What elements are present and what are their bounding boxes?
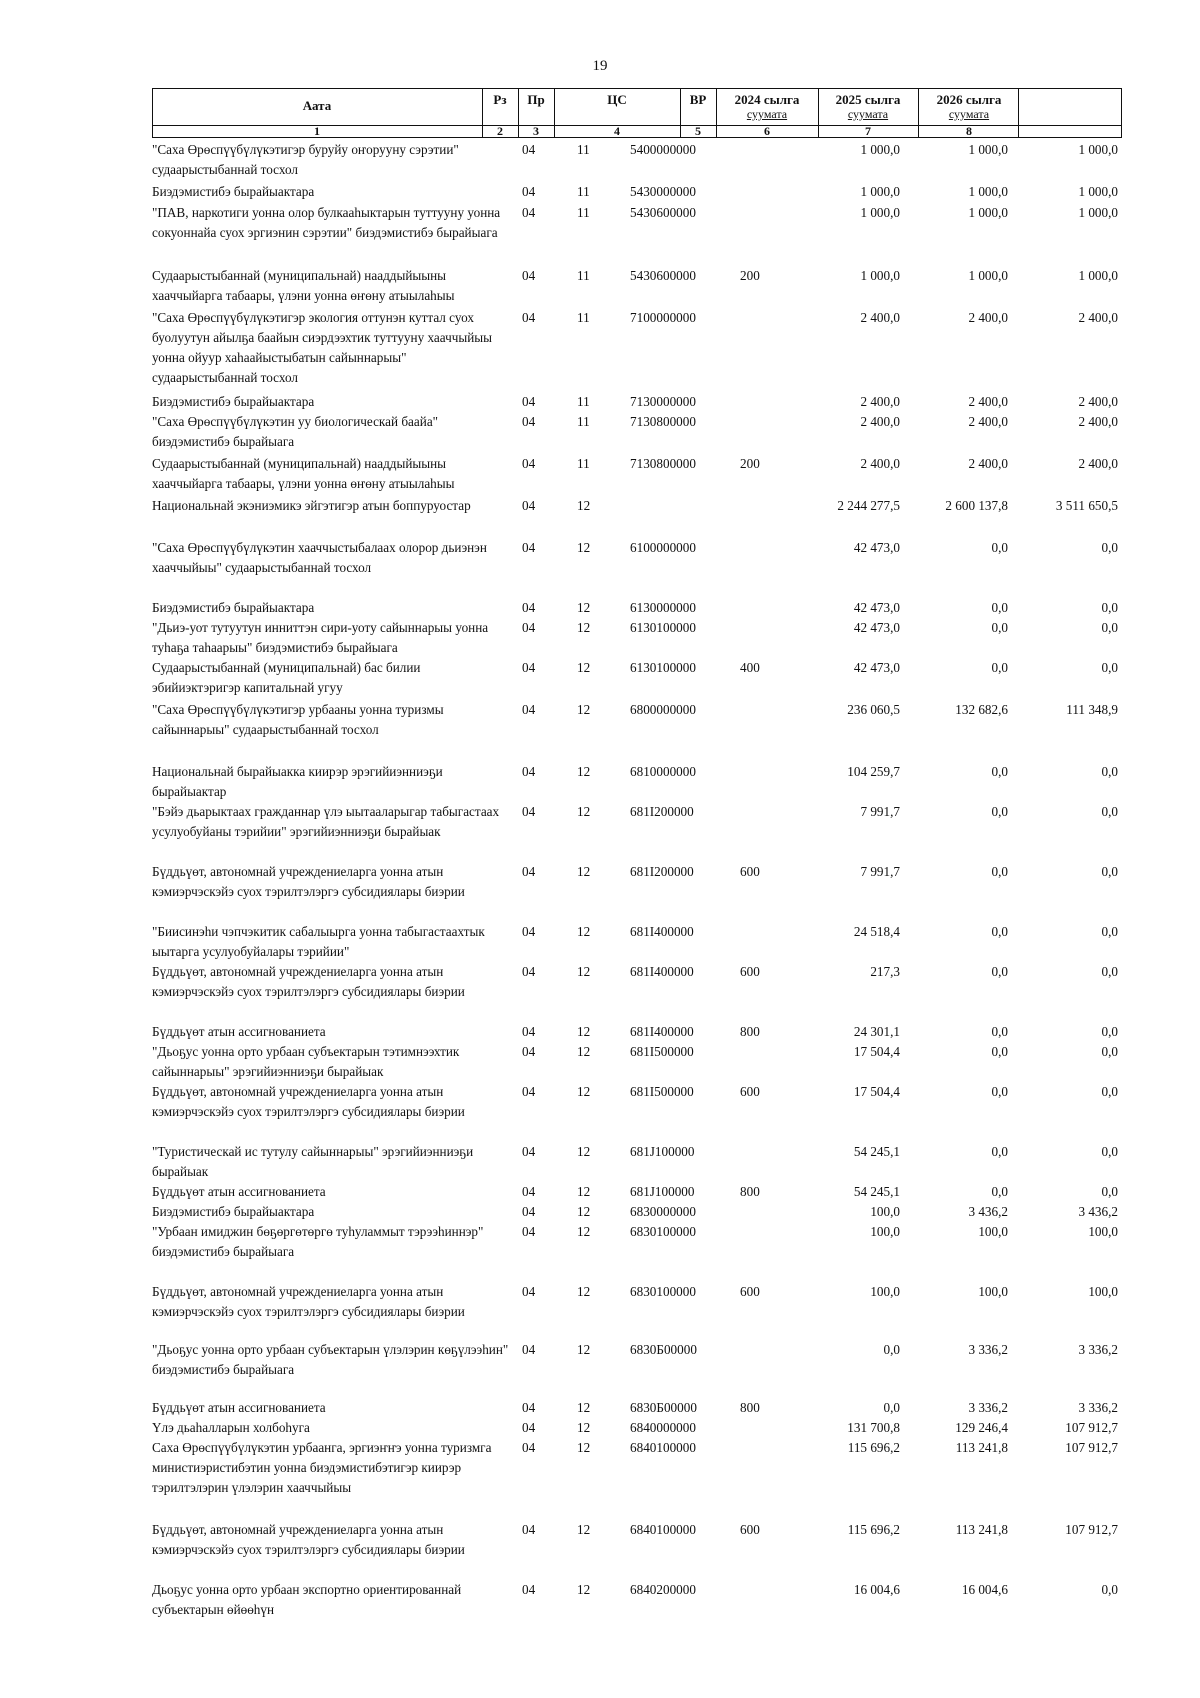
row-cs: 6830Б00000 — [630, 1342, 697, 1357]
row-vr: 800 — [740, 1400, 760, 1415]
row-2026: 3 511 650,5 — [1055, 498, 1118, 513]
row-rz: 04 — [522, 1084, 536, 1099]
row-rz: 04 — [522, 1440, 536, 1455]
row-name: "Дьоҕус уонна орто урбаан субъектарын тэтимнээхтик сайыннарыы" эрэгийиэнниэҕи бырайыак — [152, 1044, 460, 1079]
row-pr: 12 — [577, 1420, 591, 1435]
row-vr: 200 — [740, 268, 760, 283]
row-name: Биэдэмистибэ бырайыактара — [152, 394, 315, 409]
row-2025: 0,0 — [991, 540, 1008, 555]
row-2026: 2 400,0 — [1078, 414, 1118, 429]
header-2026-title: 2026 сылга — [936, 92, 1002, 107]
row-name: Бүддьүөт атын ассигнованиета — [152, 1184, 326, 1199]
row-2025: 16 004,6 — [961, 1582, 1008, 1597]
header-rz: Рз — [493, 92, 507, 107]
row-rz: 04 — [522, 702, 536, 717]
row-name: "Саха Өрөспүүбүлүкэтигэр буруйу оҥорууну сэрэтии" судаарыстыбаннай тосхол — [152, 142, 459, 177]
header-2025-sub: суумата — [847, 107, 889, 121]
table-header — [152, 88, 1122, 138]
row-rz: 04 — [522, 540, 536, 555]
row-rz: 04 — [522, 184, 536, 199]
row-pr: 12 — [577, 1024, 591, 1039]
row-name: "Бэйэ дьарыктаах гражданнар үлэ ыытааларыгар табыгастаах усулуобуйаны тэрийии" эрэгийиэнниэҕи бырайыак — [152, 804, 500, 839]
row-pr: 11 — [577, 205, 590, 220]
row-cs: 681I200000 — [630, 804, 694, 819]
row-name: Бүддьүөт, автономнай учреждениеларга уонна атын кэмиэрчэскэйэ суох тэрилтэлэргэ субсидиялары биэрии — [152, 964, 465, 999]
row-2025: 1 000,0 — [968, 184, 1008, 199]
row-pr: 12 — [577, 702, 591, 717]
row-name: Судаарыстыбаннай (муниципальнай) нааддыйыыны хааччыйарга табаары, үлэни уонна өҥөну атыылаһыы — [152, 456, 455, 491]
row-pr: 12 — [577, 1184, 591, 1199]
row-name: Биэдэмистибэ бырайыактара — [152, 600, 315, 615]
row-name: "Саха Өрөспүүбүлүкэтин уу биологическай баайа" биэдэмистибэ бырайыага — [152, 414, 439, 449]
row-2024: 1 000,0 — [860, 184, 900, 199]
row-name: Бүддьүөт атын ассигнованиета — [152, 1024, 326, 1039]
row-cs: 6800000000 — [630, 702, 696, 717]
row-cs: 6100000000 — [630, 540, 696, 555]
row-2026: 107 912,7 — [1065, 1522, 1118, 1537]
header-2026 — [918, 92, 1020, 122]
row-name: "Урбаан имиджин бөҕөргөтөргө туһуламмыт тэрээһиннэр" биэдэмистибэ бырайыага — [152, 1224, 484, 1259]
row-2026: 0,0 — [1101, 620, 1118, 635]
row-2024: 115 696,2 — [847, 1440, 900, 1455]
row-rz: 04 — [522, 1024, 536, 1039]
col-num-3: 3 — [533, 124, 539, 138]
row-rz: 04 — [522, 1044, 536, 1059]
row-rz: 04 — [522, 310, 536, 325]
row-rz: 04 — [522, 414, 536, 429]
row-2024: 104 259,7 — [847, 764, 900, 779]
row-2024: 100,0 — [870, 1204, 900, 1219]
row-cs: 6840000000 — [630, 1420, 696, 1435]
header-2026-sub: суумата — [948, 107, 990, 121]
col-num-5: 5 — [695, 124, 701, 138]
row-pr: 12 — [577, 1044, 591, 1059]
row-rz: 04 — [522, 205, 536, 220]
row-cs: 6830100000 — [630, 1224, 696, 1239]
row-cs: 681I500000 — [630, 1044, 694, 1059]
row-rz: 04 — [522, 864, 536, 879]
row-cs: 6130000000 — [630, 600, 696, 615]
row-name: "Дьиэ-уот тутуутун инниттэн сири-уоту сайыннарыы уонна туһаҕа таһаарыы" биэдэмистибэ бырайыага — [152, 620, 489, 655]
row-2024: 100,0 — [870, 1284, 900, 1299]
row-2025: 0,0 — [991, 864, 1008, 879]
row-pr: 12 — [577, 498, 591, 513]
row-2024: 42 473,0 — [853, 600, 900, 615]
row-2025: 1 000,0 — [968, 268, 1008, 283]
row-2026: 0,0 — [1101, 764, 1118, 779]
row-2024: 42 473,0 — [853, 660, 900, 675]
row-rz: 04 — [522, 1144, 536, 1159]
row-2024: 2 244 277,5 — [837, 498, 900, 513]
row-2025: 0,0 — [991, 620, 1008, 635]
row-pr: 12 — [577, 1204, 591, 1219]
row-pr: 11 — [577, 456, 590, 471]
row-2025: 0,0 — [991, 764, 1008, 779]
row-2024: 0,0 — [883, 1400, 900, 1415]
row-name: Бүддьүөт, автономнай учреждениеларга уонна атын кэмиэрчэскэйэ суох тэрилтэлэргэ субсидиялары биэрии — [152, 1084, 465, 1119]
row-2024: 2 400,0 — [860, 394, 900, 409]
row-name: Бүддьүөт атын ассигнованиета — [152, 1400, 326, 1415]
row-2025: 0,0 — [991, 660, 1008, 675]
row-name: Биэдэмистибэ бырайыактара — [152, 184, 315, 199]
header-name: Аата — [302, 98, 332, 113]
row-cs: 5430000000 — [630, 184, 696, 199]
row-cs: 681I400000 — [630, 1024, 694, 1039]
row-name: Судаарыстыбаннай (муниципальнай) нааддыйыыны хааччыйарга табаары, үлэни уонна өҥөну атыылаһыы — [152, 268, 455, 303]
row-rz: 04 — [522, 1224, 536, 1239]
header-2024-sub: суумата — [746, 107, 788, 121]
row-2025: 0,0 — [991, 1184, 1008, 1199]
row-rz: 04 — [522, 660, 536, 675]
row-vr: 800 — [740, 1024, 760, 1039]
header-cs: ЦС — [607, 92, 627, 107]
row-rz: 04 — [522, 1420, 536, 1435]
row-cs: 6840100000 — [630, 1440, 696, 1455]
row-rz: 04 — [522, 1582, 536, 1597]
row-cs: 6830100000 — [630, 1284, 696, 1299]
row-2024: 100,0 — [870, 1224, 900, 1239]
header-2024-title: 2024 сылга — [734, 92, 800, 107]
row-cs: 7130800000 — [630, 414, 696, 429]
row-2026: 0,0 — [1101, 964, 1118, 979]
row-cs: 681J100000 — [630, 1144, 695, 1159]
row-name: Дьоҕус уонна орто урбаан экспортно ориентированнай субъектарын өйөөһүн — [152, 1582, 462, 1617]
row-pr: 12 — [577, 600, 591, 615]
header-2025-title: 2025 сылга — [835, 92, 901, 107]
header-pr: Пр — [527, 92, 545, 107]
row-cs: 681I500000 — [630, 1084, 694, 1099]
row-2025: 132 682,6 — [955, 702, 1008, 717]
row-cs: 6840100000 — [630, 1522, 696, 1537]
row-2024: 1 000,0 — [860, 142, 900, 157]
row-2025: 2 400,0 — [968, 456, 1008, 471]
row-2026: 0,0 — [1101, 804, 1118, 819]
row-pr: 12 — [577, 924, 591, 939]
col-num-8: 8 — [966, 124, 972, 138]
col-num-7: 7 — [865, 124, 871, 138]
row-cs: 681I200000 — [630, 864, 694, 879]
row-pr: 12 — [577, 804, 591, 819]
row-name: Судаарыстыбаннай (муниципальнай) бас билии эбийиэктэригэр капитальнай угуу — [152, 660, 421, 695]
row-2024: 7 991,7 — [860, 804, 900, 819]
row-2025: 0,0 — [991, 1144, 1008, 1159]
row-2024: 24 301,1 — [853, 1024, 900, 1039]
row-pr: 12 — [577, 660, 591, 675]
row-rz: 04 — [522, 764, 536, 779]
row-2025: 2 400,0 — [968, 394, 1008, 409]
row-2026: 111 348,9 — [1066, 702, 1118, 717]
row-2026: 0,0 — [1101, 1044, 1118, 1059]
row-pr: 12 — [577, 964, 591, 979]
row-2025: 0,0 — [991, 1024, 1008, 1039]
row-name: "Туристическай ис тутулу сайыннарыы" эрэгийиэнниэҕи бырайыак — [152, 1144, 474, 1179]
row-2025: 0,0 — [991, 804, 1008, 819]
row-2024: 17 504,4 — [853, 1044, 900, 1059]
row-2026: 0,0 — [1101, 540, 1118, 555]
row-2024: 217,3 — [870, 964, 900, 979]
row-pr: 11 — [577, 142, 590, 157]
row-2024: 42 473,0 — [853, 620, 900, 635]
row-name: "Саха Өрөспүүбүлүкэтигэр экология оттунэн куттал суох буолуутун айылҕа баайын сиэрдээхтик туттууну хааччыйыы уонна ойуур хаһаайыстыбатын сайыннарыы" судаарыстыбаннай тосхол — [152, 310, 492, 385]
row-2026: 2 400,0 — [1078, 394, 1118, 409]
row-2025: 0,0 — [991, 924, 1008, 939]
row-rz: 04 — [522, 804, 536, 819]
row-pr: 12 — [577, 540, 591, 555]
row-rz: 04 — [522, 1184, 536, 1199]
row-cs: 5430600000 — [630, 268, 696, 283]
row-2026: 1 000,0 — [1078, 205, 1118, 220]
row-2026: 1 000,0 — [1078, 142, 1118, 157]
page-number: 19 — [592, 58, 608, 74]
row-2026: 3 436,2 — [1078, 1204, 1118, 1219]
row-2025: 113 241,8 — [955, 1440, 1008, 1455]
row-2025: 3 436,2 — [968, 1204, 1008, 1219]
row-name: "Саха Өрөспүүбүлүкэтин хааччыстыбалаах олорор дьиэнэн хааччыйыы" судаарыстыбаннай тосхол — [152, 540, 487, 575]
row-2024: 54 245,1 — [853, 1144, 900, 1159]
row-2024: 17 504,4 — [853, 1084, 900, 1099]
row-pr: 12 — [577, 1522, 591, 1537]
row-cs: 6130100000 — [630, 620, 696, 635]
row-2025: 0,0 — [991, 600, 1008, 615]
row-rz: 04 — [522, 924, 536, 939]
row-name: Национальнай экэниэмикэ эйгэтигэр атын боппуруостар — [152, 498, 471, 513]
row-cs: 7130800000 — [630, 456, 696, 471]
row-2025: 113 241,8 — [955, 1522, 1008, 1537]
row-rz: 04 — [522, 142, 536, 157]
row-name: Национальнай бырайыакка киирэр эрэгийиэнниэҕи бырайыактар — [152, 764, 443, 799]
row-2024: 2 400,0 — [860, 310, 900, 325]
row-rz: 04 — [522, 268, 536, 283]
row-name: Саха Өрөспүүбүлүкэтин урбаанга, эргиэҥҥэ уонна туризмга министиэристибэтин уонна биэдэмистибэтигэр киирэр тэрилтэлэрин үлэлэрин хааччыйыы — [152, 1440, 492, 1495]
header-2025 — [818, 92, 918, 122]
row-2026: 3 336,2 — [1078, 1342, 1118, 1357]
row-2025: 100,0 — [978, 1224, 1008, 1239]
row-pr: 12 — [577, 1440, 591, 1455]
col-num-4: 4 — [614, 124, 620, 138]
budget-table — [152, 88, 1122, 1617]
row-cs: 5430600000 — [630, 205, 696, 220]
row-2025: 1 000,0 — [968, 142, 1008, 157]
row-name: "Саха Өрөспүүбүлүкэтигэр урбааны уонна туризмы сайыннарыы" судаарыстыбаннай тосхол — [152, 702, 444, 737]
row-pr: 11 — [577, 310, 590, 325]
row-pr: 12 — [577, 1400, 591, 1415]
row-cs: 6830Б00000 — [630, 1400, 697, 1415]
row-2026: 0,0 — [1101, 660, 1118, 675]
row-pr: 12 — [577, 1144, 591, 1159]
row-2024: 1 000,0 — [860, 268, 900, 283]
row-pr: 12 — [577, 1084, 591, 1099]
row-vr: 600 — [740, 1084, 760, 1099]
row-name: Бүддьүөт, автономнай учреждениеларга уонна атын кэмиэрчэскэйэ суох тэрилтэлэргэ субсидиялары биэрии — [152, 864, 465, 899]
col-num-2: 2 — [497, 124, 503, 138]
row-2026: 0,0 — [1101, 1144, 1118, 1159]
row-rz: 04 — [522, 456, 536, 471]
row-2026: 107 912,7 — [1065, 1420, 1118, 1435]
row-2026: 0,0 — [1101, 1184, 1118, 1199]
row-2024: 2 400,0 — [860, 456, 900, 471]
row-2024: 131 700,8 — [847, 1420, 900, 1435]
row-pr: 12 — [577, 620, 591, 635]
row-2024: 42 473,0 — [853, 540, 900, 555]
row-2025: 2 600 137,8 — [945, 498, 1008, 513]
row-2026: 0,0 — [1101, 1582, 1118, 1597]
row-rz: 04 — [522, 1204, 536, 1219]
row-2026: 1 000,0 — [1078, 184, 1118, 199]
row-2026: 0,0 — [1101, 864, 1118, 879]
header-2024 — [716, 92, 818, 122]
row-pr: 12 — [577, 1284, 591, 1299]
row-2026: 1 000,0 — [1078, 268, 1118, 283]
row-pr: 11 — [577, 184, 590, 199]
row-2024: 7 991,7 — [860, 864, 900, 879]
row-2026: 100,0 — [1088, 1224, 1118, 1239]
row-name: "ПАВ, наркотиги уонна олор булкааһыктарын туттууну уонна сокуоннайа суох эргиэнин сэрэтии" биэдэмистибэ бырайыага — [152, 205, 501, 240]
row-cs: 7130000000 — [630, 394, 696, 409]
row-2026: 2 400,0 — [1078, 310, 1118, 325]
row-2024: 24 518,4 — [853, 924, 900, 939]
row-2025: 0,0 — [991, 1084, 1008, 1099]
row-cs: 6810000000 — [630, 764, 696, 779]
row-name: "Биисинэһи чэпчэкитик сабалыырга уонна табыгастаахтык ыытарга усулуобуйалары тэрийии" — [152, 924, 485, 959]
row-cs: 681I400000 — [630, 924, 694, 939]
row-rz: 04 — [522, 1400, 536, 1415]
row-rz: 04 — [522, 964, 536, 979]
row-pr: 12 — [577, 764, 591, 779]
row-vr: 600 — [740, 1284, 760, 1299]
row-vr: 200 — [740, 456, 760, 471]
row-name: Бүддьүөт, автономнай учреждениеларга уонна атын кэмиэрчэскэйэ суох тэрилтэлэргэ субсидиялары биэрии — [152, 1284, 465, 1319]
row-rz: 04 — [522, 498, 536, 513]
row-vr: 600 — [740, 864, 760, 879]
row-rz: 04 — [522, 620, 536, 635]
row-pr: 11 — [577, 414, 590, 429]
row-pr: 12 — [577, 1224, 591, 1239]
row-2026: 100,0 — [1088, 1284, 1118, 1299]
col-num-1: 1 — [314, 124, 320, 138]
row-2025: 100,0 — [978, 1284, 1008, 1299]
row-cs: 6130100000 — [630, 660, 696, 675]
row-cs: 7100000000 — [630, 310, 696, 325]
row-2025: 129 246,4 — [955, 1420, 1008, 1435]
row-vr: 800 — [740, 1184, 760, 1199]
row-cs: 6840200000 — [630, 1582, 696, 1597]
row-vr: 600 — [740, 964, 760, 979]
row-rz: 04 — [522, 394, 536, 409]
row-2026: 0,0 — [1101, 1084, 1118, 1099]
row-rz: 04 — [522, 600, 536, 615]
row-2024: 2 400,0 — [860, 414, 900, 429]
row-cs: 681J100000 — [630, 1184, 695, 1199]
col-num-6: 6 — [764, 124, 770, 138]
row-name: Үлэ дьаһалларын холбоһуга — [152, 1420, 310, 1435]
row-2024: 236 060,5 — [847, 702, 900, 717]
row-rz: 04 — [522, 1342, 536, 1357]
row-rz: 04 — [522, 1522, 536, 1537]
row-2024: 115 696,2 — [847, 1522, 900, 1537]
row-2026: 3 336,2 — [1078, 1400, 1118, 1415]
row-name: Бүддьүөт, автономнай учреждениеларга уонна атын кэмиэрчэскэйэ суох тэрилтэлэргэ субсидиялары биэрии — [152, 1522, 465, 1557]
row-2025: 3 336,2 — [968, 1342, 1008, 1357]
row-2024: 54 245,1 — [853, 1184, 900, 1199]
row-2025: 0,0 — [991, 1044, 1008, 1059]
row-name: Биэдэмистибэ бырайыактара — [152, 1204, 315, 1219]
row-2025: 1 000,0 — [968, 205, 1008, 220]
row-2025: 2 400,0 — [968, 310, 1008, 325]
row-cs: 6830000000 — [630, 1204, 696, 1219]
row-vr: 600 — [740, 1522, 760, 1537]
row-cs: 5400000000 — [630, 142, 696, 157]
row-rz: 04 — [522, 1284, 536, 1299]
row-2026: 0,0 — [1101, 1024, 1118, 1039]
header-vr: ВР — [689, 92, 707, 107]
row-2025: 2 400,0 — [968, 414, 1008, 429]
row-pr: 12 — [577, 1342, 591, 1357]
row-pr: 11 — [577, 268, 590, 283]
row-pr: 12 — [577, 1582, 591, 1597]
row-2025: 0,0 — [991, 964, 1008, 979]
row-cs: 681I400000 — [630, 964, 694, 979]
row-2026: 0,0 — [1101, 924, 1118, 939]
row-2025: 3 336,2 — [968, 1400, 1008, 1415]
row-2024: 1 000,0 — [860, 205, 900, 220]
row-2024: 16 004,6 — [853, 1582, 900, 1597]
row-2026: 107 912,7 — [1065, 1440, 1118, 1455]
row-2026: 2 400,0 — [1078, 456, 1118, 471]
row-2026: 0,0 — [1101, 600, 1118, 615]
row-pr: 12 — [577, 864, 591, 879]
row-name: "Дьоҕус уонна орто урбаан субъектарын үлэлэрин көҕүлээһин" биэдэмистибэ бырайыага — [152, 1342, 509, 1377]
row-vr: 400 — [740, 660, 760, 675]
row-pr: 11 — [577, 394, 590, 409]
row-2024: 0,0 — [883, 1342, 900, 1357]
